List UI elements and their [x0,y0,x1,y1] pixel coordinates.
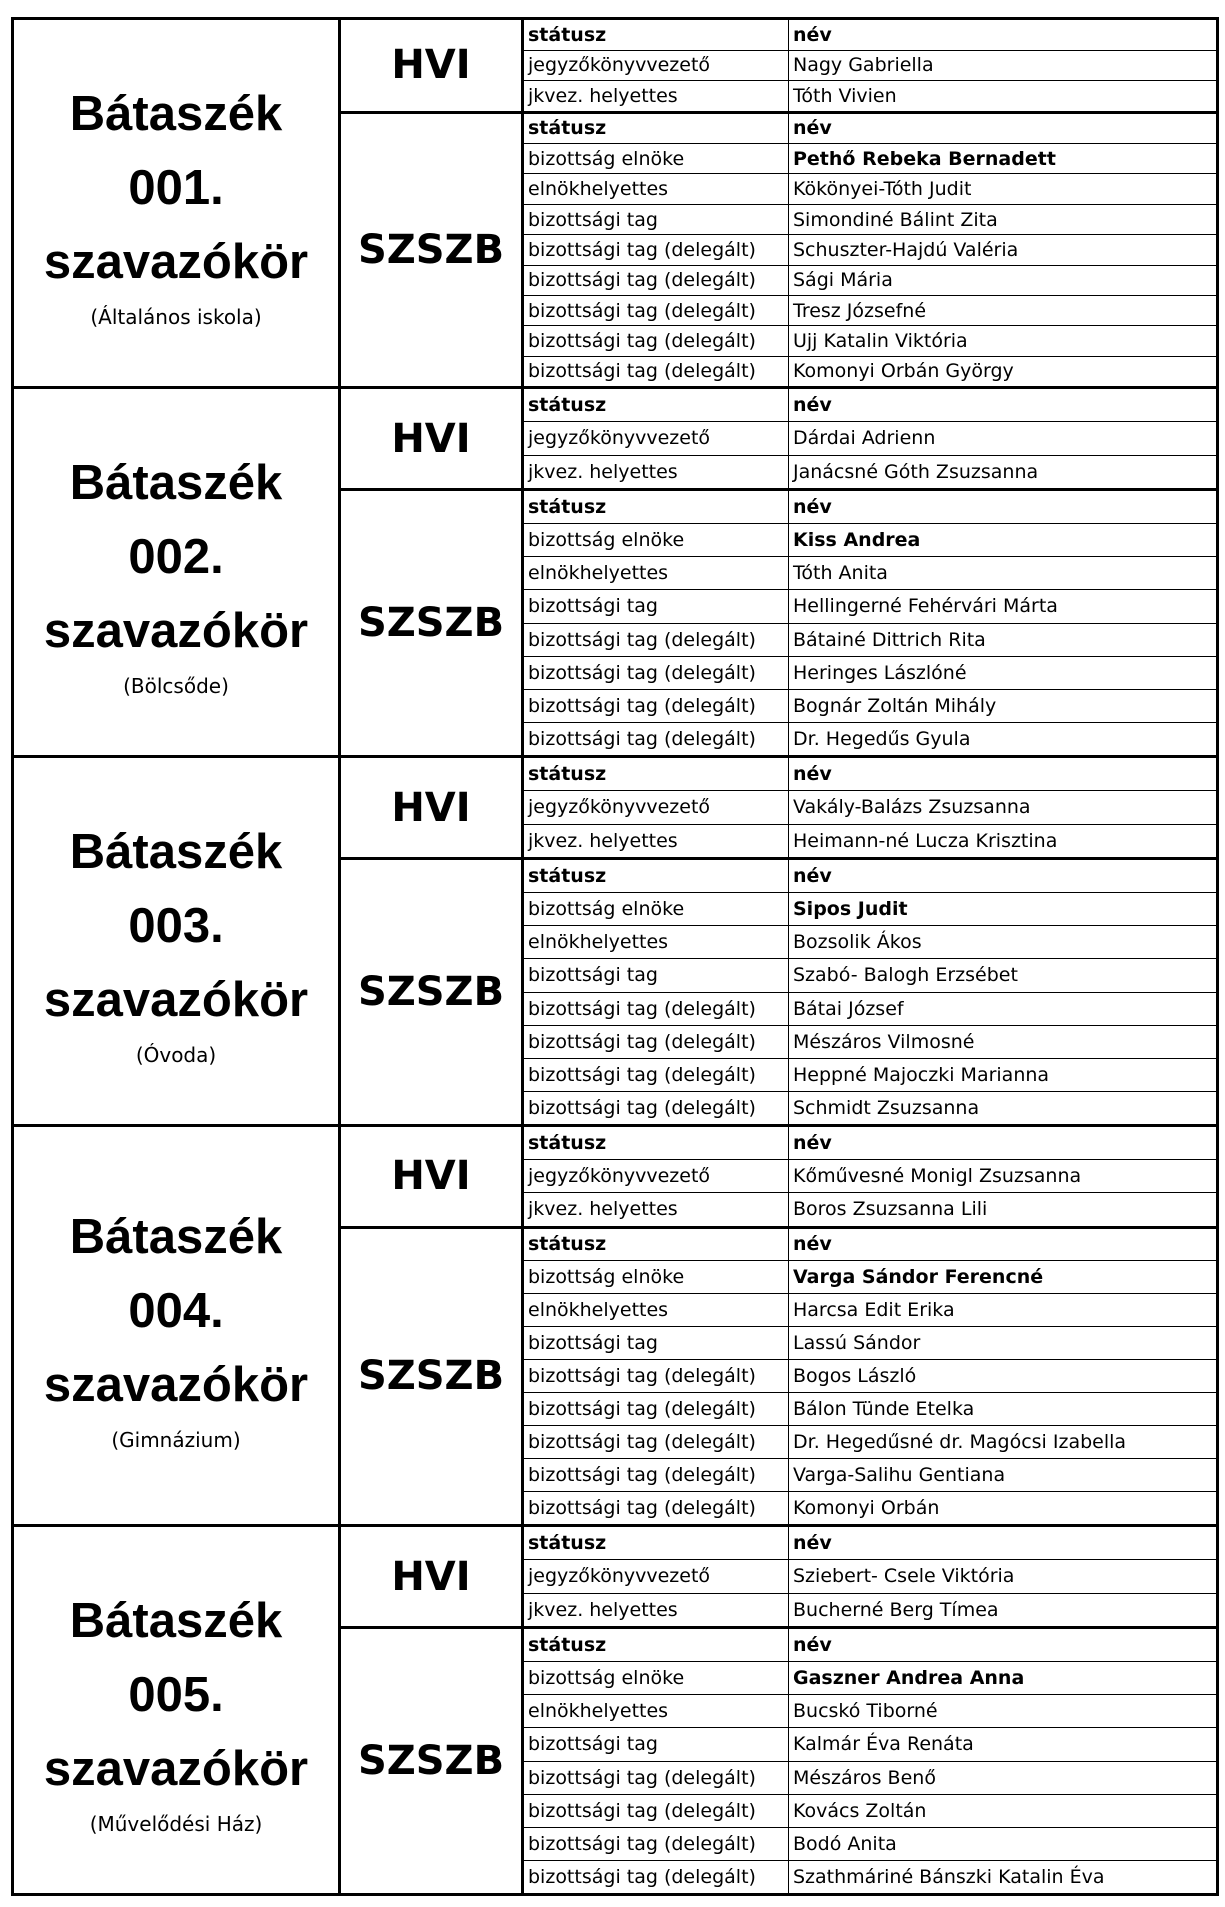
table-row [524,356,1216,386]
name-cell: Boros Zsuzsanna Lili [793,1198,988,1221]
district-kind: szavazókör [43,604,309,658]
status-cell: bizottsági tag (delegált) [524,1795,789,1827]
status-cell: elnökhelyettes [524,1294,789,1326]
status-cell: bizottsági tag (delegált) [524,1762,789,1794]
table-row [524,992,1216,1025]
status-cell: bizottsági tag (delegált) [524,723,789,755]
district-label [14,1127,341,1524]
table-header-row [524,491,1216,523]
status-cell: elnökhelyettes [524,926,789,958]
district-kind: szavazókör [43,1357,309,1412]
committee-table [524,860,1216,1124]
status-cell: bizottság elnöke [524,1261,789,1293]
name-cell: Kiss Andrea [793,529,921,552]
name-cell: Bognár Zoltán Mihály [793,694,997,717]
table-row [524,421,1216,454]
table-row [524,1159,1216,1192]
name-cell: Mészáros Vilmosné [793,1030,975,1053]
table-row [524,1091,1216,1124]
table-row [524,689,1216,722]
district-place: Bátaszék [69,456,283,510]
committee-table [524,1629,1216,1893]
name-cell: Szabó- Balogh Erzsébet [793,964,1018,987]
district-place: Bátaszék [69,87,283,141]
name-cell: Dr. Hegedűs Gyula [793,727,971,750]
district-block [11,386,1219,758]
name-cell: Bucskó Tiborné [793,1700,938,1723]
status-cell: bizottsági tag (delegált) [524,235,789,264]
name-header: név [793,1233,832,1256]
committee-name: HVI [341,758,524,857]
status-cell: bizottsági tag (delegált) [524,1092,789,1124]
status-cell: bizottsági tag (delegált) [524,624,789,656]
status-cell: bizottsági tag (delegált) [524,657,789,689]
committee-table [524,20,1216,111]
table-header-row [524,1127,1216,1159]
table-row [524,1694,1216,1727]
committee-group [341,20,1216,111]
committee-table [524,491,1216,755]
committee-group [341,1626,1216,1893]
table-row [524,265,1216,295]
table-row [524,1593,1216,1626]
district-place: Bátaszék [69,825,283,879]
committee-group [341,857,1216,1124]
status-header: státusz [524,1229,789,1261]
committee-name: HVI [341,1527,524,1626]
committee-name: SZSZB [341,1629,524,1893]
name-cell: Vakály-Balázs Zsuzsanna [793,796,1031,819]
status-cell: jegyzőkönyvvezető [524,422,789,454]
name-cell: Bozsolik Ákos [793,931,922,954]
district-label [14,1527,341,1893]
table-row [524,1293,1216,1326]
name-cell: Tresz Józsefné [793,299,927,322]
status-cell: bizottsági tag (delegált) [524,1393,789,1425]
status-cell: bizottsági tag (delegált) [524,296,789,325]
status-cell: jkvez. helyettes [524,825,789,857]
table-row [524,1192,1216,1225]
status-header: státusz [524,860,789,892]
name-cell: Sipos Judit [793,898,908,921]
table-row [524,790,1216,823]
status-cell: bizottsági tag [524,1327,789,1359]
table-header-row [524,1527,1216,1559]
table-row [524,1425,1216,1458]
district-location: (Művelődési Ház) [89,1812,263,1836]
table-row [524,1761,1216,1794]
district-number: 003. [128,899,224,953]
name-cell: Bálon Tünde Etelka [793,1398,975,1421]
status-cell: bizottsági tag (delegált) [524,993,789,1025]
name-cell: Heimann-né Lucza Krisztina [793,829,1058,852]
table-row [524,80,1216,111]
status-cell: jegyzőkönyvvezető [524,51,789,81]
status-header: státusz [524,389,789,421]
name-cell: Bátainé Dittrich Rita [793,628,986,651]
name-cell: Szathmáriné Bánszki Katalin Éva [793,1865,1105,1888]
district-location: (Bölcsőde) [123,674,229,698]
district-committees [341,758,1216,1124]
committee-name: HVI [341,20,524,111]
table-row [524,455,1216,488]
name-cell: Tóth Vivien [793,84,897,107]
status-cell: bizottsági tag (delegált) [524,1360,789,1392]
name-cell: Sági Mária [793,269,893,292]
name-cell: Schuszter-Hajdú Valéria [793,238,1019,261]
district-number: 002. [128,530,224,584]
table-row [524,656,1216,689]
district-committees [341,20,1216,386]
table-row [524,824,1216,857]
table-row [524,1860,1216,1893]
table-header-row [524,389,1216,421]
district-label [14,758,341,1124]
committee-group [341,1127,1216,1226]
district-committees [341,389,1216,755]
table-row [524,1025,1216,1058]
committee-name: SZSZB [341,1229,524,1525]
name-header: név [793,763,832,786]
name-cell: Sziebert- Csele Viktória [793,1565,1015,1588]
status-header: státusz [524,1127,789,1159]
status-cell: bizottság elnöke [524,893,789,925]
district-number: 001. [128,161,224,215]
table-row [524,204,1216,234]
status-cell: bizottság elnöke [524,1662,789,1694]
name-cell: Lassú Sándor [793,1332,921,1355]
district-location: (Általános iskola) [90,305,262,329]
name-cell: Dárdai Adrienn [793,427,936,450]
district-label [14,20,341,386]
status-header: státusz [524,1629,789,1661]
name-header: név [793,394,832,417]
status-cell: jkvez. helyettes [524,81,789,111]
status-cell: jkvez. helyettes [524,456,789,488]
committee-name: HVI [341,389,524,488]
status-cell: bizottsági tag [524,1728,789,1760]
name-cell: Kökönyei-Tóth Judit [793,178,972,201]
table-row [524,1491,1216,1524]
name-cell: Kalmár Éva Renáta [793,1733,974,1756]
table-row [524,173,1216,203]
name-header: név [793,865,832,888]
name-cell: Komonyi Orbán György [793,360,1014,383]
name-cell: Tóth Anita [793,562,888,585]
district-number: 004. [128,1283,224,1338]
status-cell: bizottsági tag (delegált) [524,1026,789,1058]
name-cell: Pethő Rebeka Bernadett [793,147,1056,170]
status-cell: elnökhelyettes [524,557,789,589]
name-cell: Janácsné Góth Zsuzsanna [793,460,1039,483]
table-row [524,1058,1216,1091]
status-cell: bizottsági tag (delegált) [524,690,789,722]
name-cell: Hellingerné Fehérvári Márta [793,595,1058,618]
table-row [524,1392,1216,1425]
name-cell: Gaszner Andrea Anna [793,1667,1025,1690]
table-row [524,1727,1216,1760]
name-cell: Bucherné Berg Tímea [793,1598,999,1621]
district-kind: szavazókör [43,235,309,289]
committee-table [524,1229,1216,1525]
committee-name: SZSZB [341,114,524,386]
name-cell: Kőművesné Monigl Zsuzsanna [793,1165,1082,1188]
table-header-row [524,1629,1216,1661]
status-cell: bizottsági tag (delegált) [524,266,789,295]
status-header: státusz [524,491,789,523]
committee-table [524,1527,1216,1626]
committee-table [524,1127,1216,1226]
committee-table [524,758,1216,857]
status-cell: bizottsági tag (delegált) [524,1059,789,1091]
table-row [524,1827,1216,1860]
table-row [524,556,1216,589]
table-row [524,925,1216,958]
district-number: 005. [128,1668,224,1722]
status-cell: bizottsági tag (delegált) [524,1828,789,1860]
table-header-row [524,114,1216,143]
name-cell: Kovács Zoltán [793,1799,927,1822]
district-block [11,17,1219,389]
status-cell: bizottsági tag (delegált) [524,326,789,355]
table-row [524,1794,1216,1827]
status-cell: jkvez. helyettes [524,1193,789,1225]
table-row [524,958,1216,991]
table-row [524,623,1216,656]
name-cell: Heppné Majoczki Marianna [793,1063,1050,1086]
table-row [524,1458,1216,1491]
table-row [524,892,1216,925]
name-cell: Bodó Anita [793,1832,897,1855]
table-row [524,523,1216,556]
district-kind: szavazókör [43,973,309,1027]
status-header: státusz [524,20,789,50]
name-cell: Harcsa Edit Erika [793,1299,955,1322]
committee-table [524,114,1216,386]
status-cell: bizottsági tag [524,590,789,622]
document [11,17,1219,1896]
name-header: név [793,117,832,140]
table-row [524,589,1216,622]
table-row [524,1326,1216,1359]
table-row [524,234,1216,264]
name-header: név [793,23,832,46]
status-cell: bizottság elnöke [524,524,789,556]
district-place: Bátaszék [69,1209,283,1264]
committee-group [341,758,1216,857]
committee-group [341,488,1216,755]
name-cell: Mészáros Benő [793,1766,936,1789]
district-block [11,1524,1219,1896]
status-cell: elnökhelyettes [524,1695,789,1727]
table-row [524,295,1216,325]
table-header-row [524,758,1216,790]
name-cell: Bogos László [793,1365,917,1388]
name-header: név [793,1532,832,1555]
name-cell: Schmidt Zsuzsanna [793,1096,980,1119]
table-row [524,325,1216,355]
committee-group [341,1226,1216,1525]
table-header-row [524,20,1216,50]
table-row [524,1661,1216,1694]
district-label [14,389,341,755]
name-cell: Nagy Gabriella [793,54,934,77]
district-place: Bátaszék [69,1594,283,1648]
name-cell: Varga Sándor Ferencné [793,1266,1044,1289]
status-header: státusz [524,758,789,790]
table-row [524,143,1216,173]
name-cell: Varga-Salihu Gentiana [793,1464,1006,1487]
status-header: státusz [524,1527,789,1559]
status-cell: jegyzőkönyvvezető [524,1560,789,1592]
name-cell: Komonyi Orbán [793,1496,940,1519]
status-cell: bizottsági tag (delegált) [524,1861,789,1893]
name-cell: Heringes Lászlóné [793,661,967,684]
status-cell: bizottsági tag [524,205,789,234]
name-cell: Ujj Katalin Viktória [793,329,968,352]
district-block [11,755,1219,1127]
district-committees [341,1527,1216,1893]
status-cell: elnökhelyettes [524,174,789,203]
district-location: (Óvoda) [135,1043,217,1067]
status-cell: bizottság elnöke [524,144,789,173]
table-header-row [524,860,1216,892]
status-cell: bizottsági tag (delegált) [524,1459,789,1491]
name-header: név [793,496,832,519]
committee-group [341,111,1216,386]
committee-group [341,389,1216,488]
committee-table [524,389,1216,488]
status-cell: bizottsági tag (delegált) [524,357,789,386]
table-row [524,1260,1216,1293]
committee-name: SZSZB [341,860,524,1124]
committee-name: SZSZB [341,491,524,755]
status-cell: bizottsági tag (delegált) [524,1426,789,1458]
district-location: (Gimnázium) [111,1427,241,1452]
district-committees [341,1127,1216,1524]
table-row [524,1359,1216,1392]
table-row [524,722,1216,755]
committee-group [341,1527,1216,1626]
table-row [524,1559,1216,1592]
status-header: státusz [524,114,789,143]
table-row [524,50,1216,81]
status-cell: jegyzőkönyvvezető [524,1160,789,1192]
table-header-row [524,1229,1216,1261]
status-cell: bizottsági tag (delegált) [524,1492,789,1524]
name-cell: Dr. Hegedűsné dr. Magócsi Izabella [793,1431,1127,1454]
name-cell: Simondiné Bálint Zita [793,208,998,231]
status-cell: jegyzőkönyvvezető [524,791,789,823]
status-cell: bizottsági tag [524,959,789,991]
committee-name: HVI [341,1127,524,1226]
district-block [11,1124,1219,1527]
name-cell: Bátai József [793,997,904,1020]
name-header: név [793,1634,832,1657]
district-kind: szavazókör [43,1742,309,1796]
status-cell: jkvez. helyettes [524,1594,789,1626]
name-header: név [793,1132,832,1155]
